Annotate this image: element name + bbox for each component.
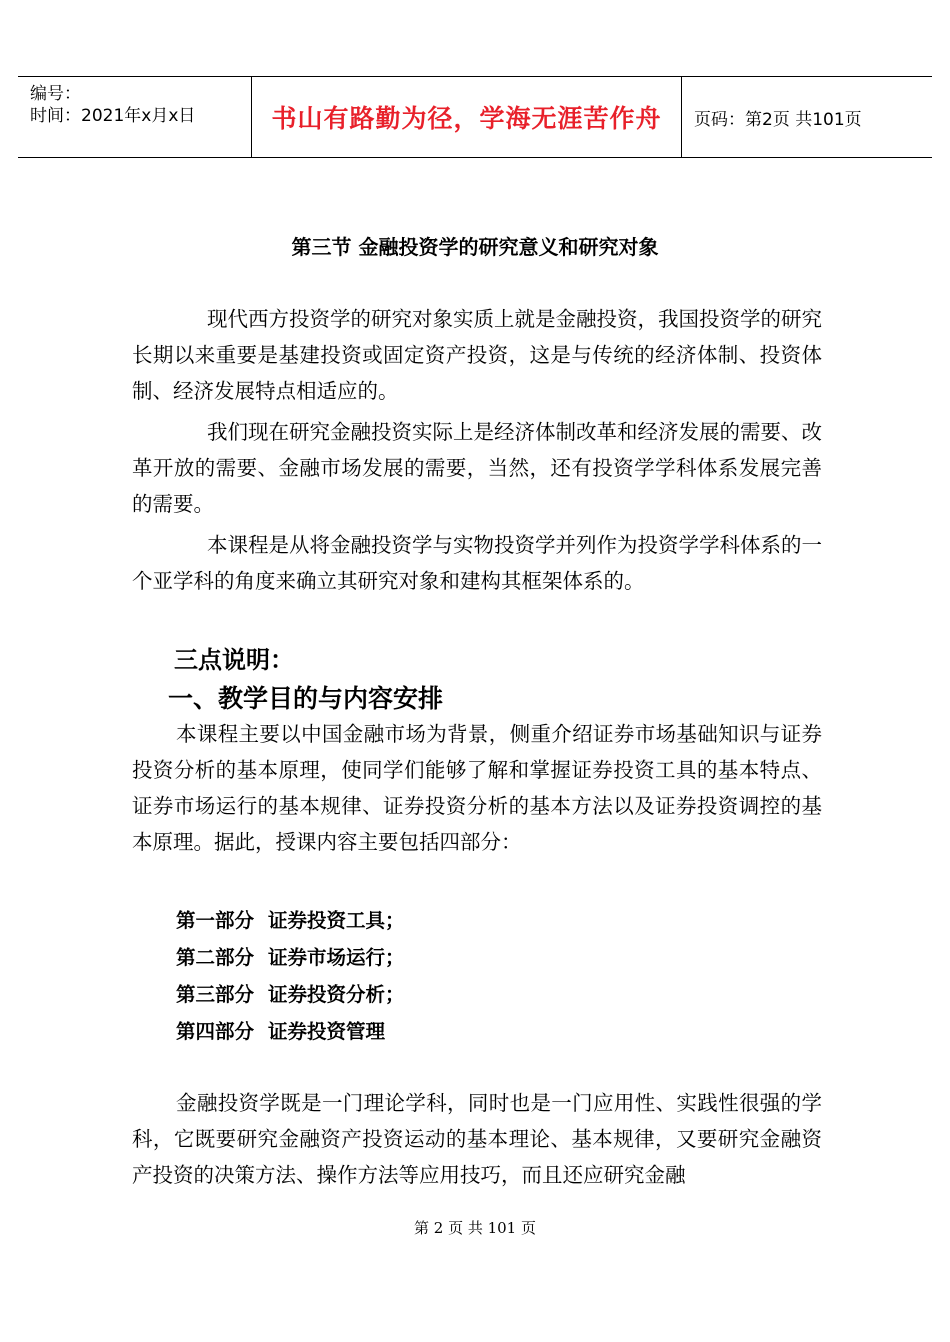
list-item: 第三部分 证券投资分析； <box>176 983 405 1006</box>
paragraph-1: 现代西方投资学的研究对象实质上就是金融投资，我国投资学的研究长期以来重要是基建投资或固定资产投资，这是与传统的经济体制、投资体制、经济发展特点相适应的。 <box>132 307 822 403</box>
closing-paragraph: 金融投资学既是一门理论学科，同时也是一门应用性、实践性很强的学科，它既要研究金融资产投资运动的基本理论、基本规律，又要研究金融资产投资的决策方法、操作方法等应用技巧，而且还应研究金融 <box>132 1091 822 1187</box>
paragraph-3: 本课程是从将金融投资学与实物投资学并列作为投资学学科体系的一个亚学科的角度来确立其研究对象和建构其框架体系的。 <box>132 533 822 593</box>
header-page-label: 页码：第2页 共101页 <box>694 109 862 130</box>
header-motto-cell <box>252 77 682 157</box>
header-page-cell <box>682 77 932 157</box>
section-title: 第三节 金融投资学的研究意义和研究对象 <box>291 235 659 259</box>
paragraph-2: 我们现在研究金融投资实际上是经济体制改革和经济发展的需要、改革开放的需要、金融市场发展的需要，当然，还有投资学学科体系发展完善的需要。 <box>132 420 822 516</box>
list-item: 第二部分 证券市场运行； <box>176 946 405 969</box>
intro-paragraph: 本课程主要以中国金融市场为背景，侧重介绍证券市场基础知识与证券投资分析的基本原理，使同学们能够了解和掌握证券投资工具的基本特点、证券市场运行的基本规律、证券投资分析的基本方法以及证券投资调控的基本原理。据此，授课内容主要包括四部分： <box>132 722 822 854</box>
page-footer: 第 2 页 共 101 页 <box>413 1219 536 1237</box>
list-item: 第一部分 证券投资工具； <box>176 909 405 932</box>
header-meta-cell <box>18 77 252 157</box>
header-motto: 书山有路勤为径，学海无涯苦作舟 <box>271 104 662 133</box>
parts-list <box>176 902 405 1050</box>
document-time-label: 时间：2021年x月x日 <box>30 106 196 126</box>
three-points-heading: 三点说明： <box>174 646 294 674</box>
header-table <box>18 76 932 158</box>
document-number-label: 编号： <box>30 84 81 104</box>
list-item: 第四部分 证券投资管理 <box>176 1020 386 1043</box>
subheading-teaching-purpose: 一、教学目的与内容安排 <box>168 684 444 713</box>
